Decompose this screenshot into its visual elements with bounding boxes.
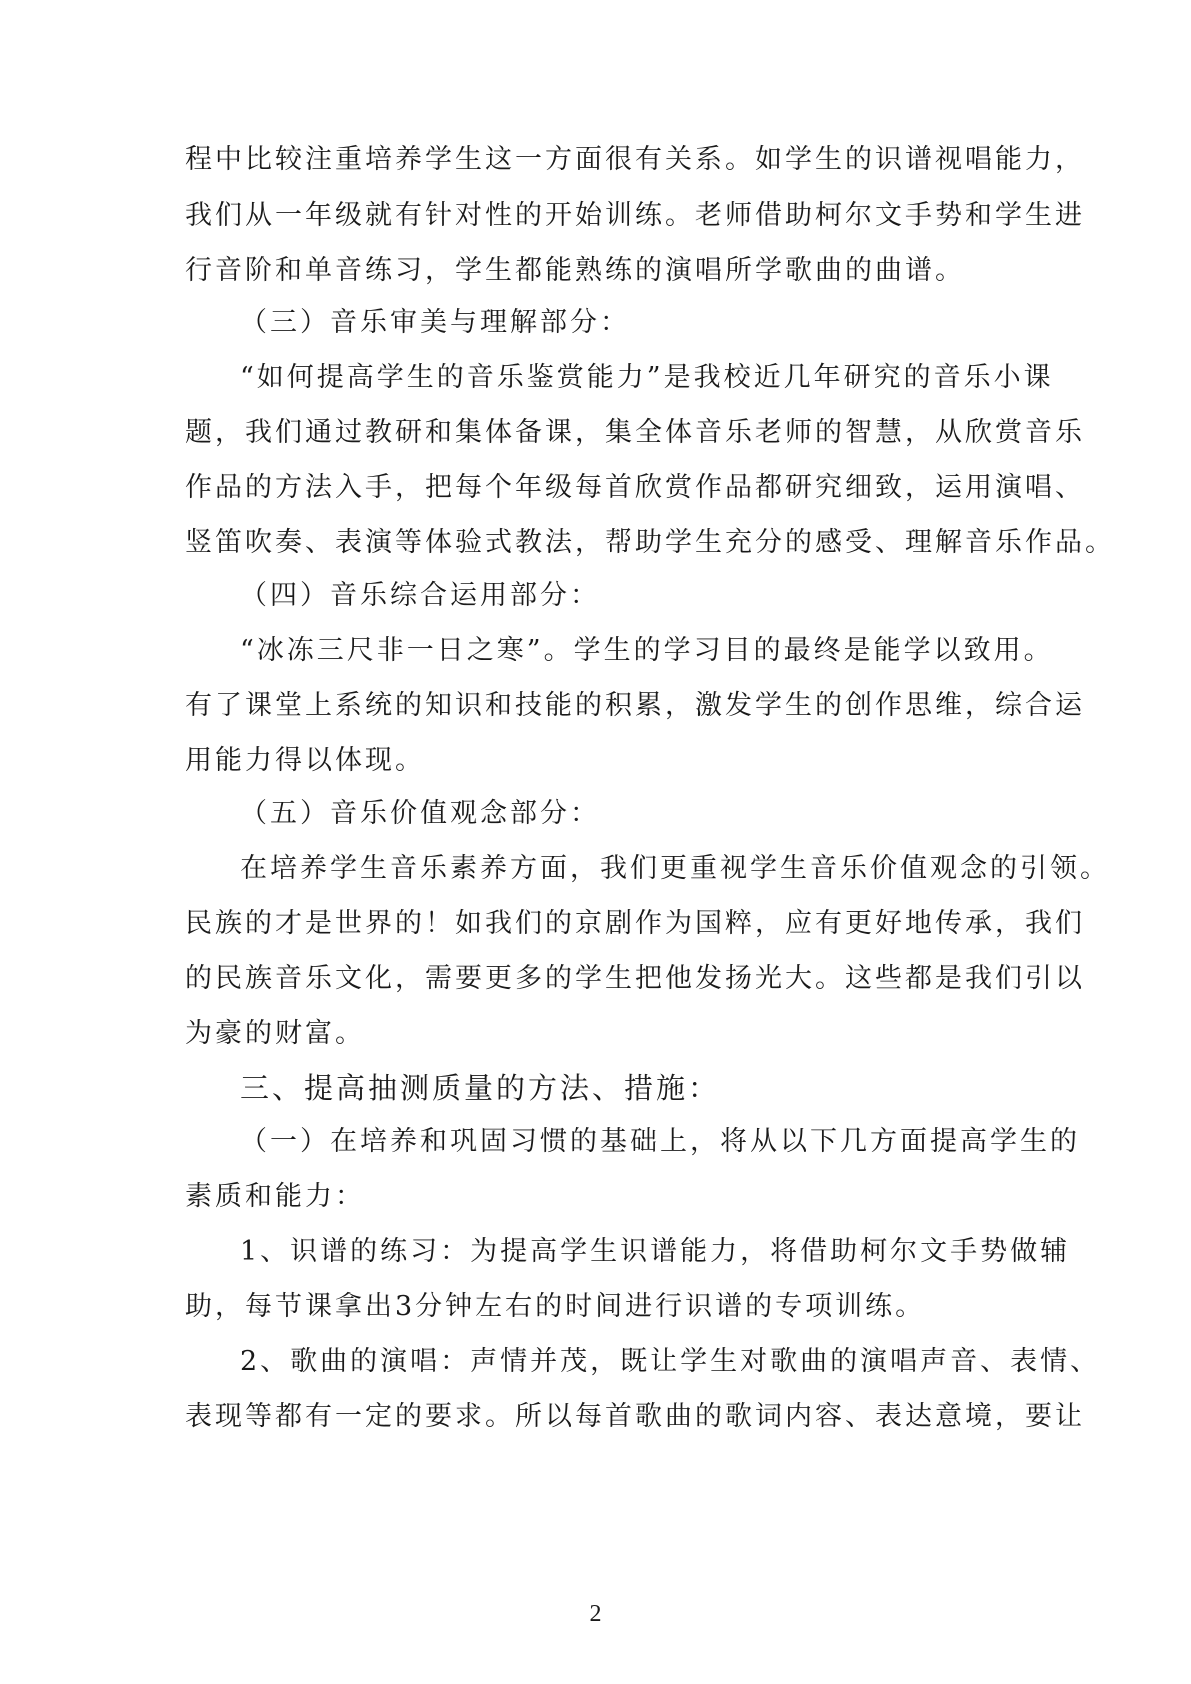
text-line: 竖笛吹奏、表演等体验式教法，帮助学生充分的感受、理解音乐作品。 [185, 527, 1115, 558]
text-line: 行音阶和单音练习，学生都能熟练的演唱所学歌曲的曲谱。 [185, 255, 965, 286]
text-line: 程中比较注重培养学生这一方面很有关系。如学生的识谱视唱能力， [185, 144, 1085, 175]
text-line: 作品的方法入手，把每个年级每首欣赏作品都研究细致，运用演唱、 [185, 472, 1085, 503]
text-line: 2、歌曲的演唱：声情并茂，既让学生对歌曲的演唱声音、表情、 [240, 1346, 1101, 1377]
text-line: 素质和能力： [185, 1181, 365, 1212]
page-number: 2 [589, 1601, 602, 1627]
section-subheading: （五）音乐价值观念部分： [240, 798, 600, 829]
section-subheading: （四）音乐综合运用部分： [240, 580, 600, 611]
text-line: 助，每节课拿出3分钟左右的时间进行识谱的专项训练。 [185, 1291, 926, 1322]
text-line: 题，我们通过教研和集体备课，集全体音乐老师的智慧，从欣赏音乐 [185, 417, 1085, 448]
text-line: 表现等都有一定的要求。所以每首歌曲的歌词内容、表达意境，要让 [185, 1401, 1085, 1432]
text-line: 在培养学生音乐素养方面，我们更重视学生音乐价值观念的引领。 [240, 853, 1110, 884]
text-line: “冰冻三尺非一日之寒”。学生的学习目的最终是能学以致用。 [240, 635, 1054, 666]
text-line: “如何提高学生的音乐鉴赏能力”是我校近几年研究的音乐小课 [240, 362, 1054, 393]
text-line: 的民族音乐文化，需要更多的学生把他发扬光大。这些都是我们引以 [185, 963, 1085, 994]
text-line: 1、识谱的练习：为提高学生识谱能力，将借助柯尔文手势做辅 [240, 1236, 1071, 1267]
text-line: 用能力得以体现。 [185, 745, 425, 776]
section-heading: 三、提高抽测质量的方法、措施： [240, 1071, 721, 1105]
text-line: 为豪的财富。 [185, 1018, 365, 1049]
text-line: 我们从一年级就有针对性的开始训练。老师借助柯尔文手势和学生进 [185, 200, 1085, 231]
section-subheading: （三）音乐审美与理解部分： [240, 307, 630, 338]
text-line: 有了课堂上系统的知识和技能的积累，激发学生的创作思维，综合运 [185, 690, 1085, 721]
text-line: （一）在培养和巩固习惯的基础上，将从以下几方面提高学生的 [240, 1126, 1080, 1157]
text-line: 民族的才是世界的！如我们的京剧作为国粹，应有更好地传承，我们 [185, 908, 1085, 939]
